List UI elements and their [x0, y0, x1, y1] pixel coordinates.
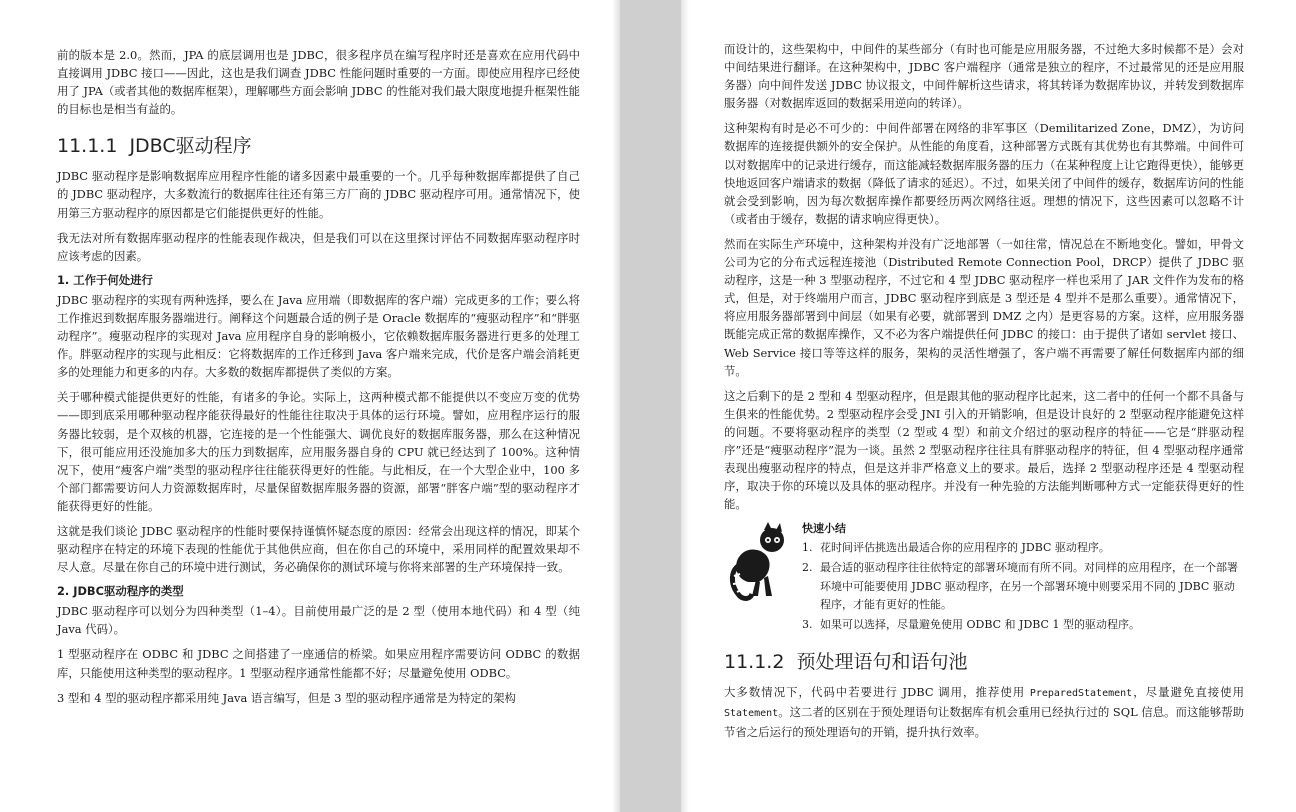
paragraph: 这种架构有时是必不可少的：中间件部署在网络的非军事区（Demilitarized Zone，DMZ），为访问数据库的连接提供额外的安全保护。从性能的角度看，这种部署方式既有其优势也有其弊端。中间件可以对数据库中的记录进行缓存，而这能减轻数据库服务器的压力（在某种程度上让它跑得更快），能够更快地返回客户端请求的数据（降低了请求的延迟）。不过，如果关闭了中间件的缓存，数据库访问的性能就会受到影响，因为每次数据库操作都要经历两次网络往返。理想的情况下，这些因素可以忽略不计（或者由于缓存，数据的请求响应得更快）。 — [724, 121, 1244, 226]
page-gutter-shadow — [681, 0, 689, 812]
code-statement: Statement — [724, 707, 779, 719]
paragraph: 大多数情况下，代码中若要进行 JDBC 调用，推荐使用 PreparedStatement，尽量避免直接使用 Statement。这二者的区别在于预处理语句让数据库有机会重用已经执行过的 SQL 信息。而这能够帮助节省之后运行的预处理语句的开销，提升执行效率。 — [724, 684, 1244, 739]
paragraph: JDBC 驱动程序可以划分为四种类型（1–4）。目前使用最广泛的是 2 型（使用本地代码）和 4 型（纯 Java 代码）。 — [57, 604, 580, 637]
left-page — [0, 0, 620, 812]
paragraph: JDBC 驱动程序的实现有两种选择，要么在 Java 应用端（即数据库的客户端）完成更多的工作；要么将工作推迟到数据库服务器端进行。阐释这个问题最合适的例子是 Oracle 数据库的“瘦驱动程序”和“胖驱动程序”。瘦驱动程序的实现对 Java 应用程序自身的影响极小，它依赖数据库服务器进行更多的处理工作。胖驱动程序的实现与此相反：它将数据库的工作迁移到 Java 客户端来完成，代价是客户端会消耗更多的处理能力和更多的内存。大多数的数据库都提供了类似的方案。 — [57, 292, 580, 380]
paragraph: JDBC 驱动程序是影响数据库应用程序性能的诸多因素中最重要的一个。几乎每种数据库都提供了自己的 JDBC 驱动程序，大多数流行的数据库往往还有第三方厂商的 JDBC 驱动程序可用。通常情况下，使用第三方驱动程序的原因都是它们能提供更好的性能。 — [57, 169, 580, 220]
paragraph: 3 型和 4 型的驱动程序都采用纯 Java 语言编写，但是 3 型的驱动程序通常是为特定的架构 — [57, 690, 516, 705]
summary-title: 快速小结 — [802, 522, 846, 536]
paragraph: 然而在实际生产环境中，这种架构并没有广泛地部署（一如往常，情况总在不断地变化。譬如，甲骨文公司为它的分布式远程连接池（Distributed Remote Connection Pool，DRCP）提供了 JDBC 驱动程序，这是一种 3 型驱动程序，不过它和 4 型 JDBC 驱动程序一样也采用了 JAR 文件作为发布的格式，但是，对于终端用户而言，JDBC 驱动程序到底是 3 型还是 4 型并不是那么重要）。通常情况下，将应用服务器部署到中间层（如果有必要，就部署到 DMZ 之内）是更容易的方案。这样，应用服务器既能完成正常的数据库操作，又不必为客户端提供任何 JDBC 的接口：由于提供了诸如 servlet 接口、Web Service 接口等等这样的服务，架构的灵活性增强了，客户端不再需要了解任何数据库内部的细节。 — [724, 236, 1244, 378]
section-title: JDBC驱动程序 — [129, 135, 252, 158]
section-heading-11-1-1 — [57, 134, 580, 158]
summary-list — [802, 539, 1244, 633]
subheading-driver-types: 2. JDBC驱动程序的类型 — [57, 584, 184, 599]
section-number: 11.1.2 — [724, 650, 785, 673]
section-heading-11-1-2 — [724, 650, 1244, 674]
subheading-where-work-done: 1. 工作于何处进行 — [57, 272, 153, 287]
summary-item: 2. 最合适的驱动程序往往依特定的部署环境而有所不同。对同样的应用程序，在一个部署环境中可能要使用 JDBC 驱动程序，在另一个部署环境中则要采用不同的 JDBC 驱动程序，才能有更好的性能。 — [802, 561, 1238, 611]
summary-item: 3. 如果可以选择，尽量避免使用 ODBC 和 JDBC 1 型的驱动程序。 — [802, 617, 1140, 631]
lemur-icon — [728, 520, 792, 602]
paragraph: 而设计的，这些架构中，中间件的某些部分（有时也可能是应用服务器，不过绝大多时候都不是）会对中间结果进行翻译。在这种架构中，JDBC 客户端程序（通常是独立的程序，不过最常见的还是应用服务器）向中间件发送 JDBC 协议报文，中间件解析这些请求，将其转译为数据库协议，并转发到数据库服务器（对数据库返回的数据采用逆向的转译）。 — [724, 42, 1244, 111]
paragraph: 我无法对所有数据库驱动程序的性能表现作裁决，但是我们可以在这里探讨评估不同数据库驱动程序时应该考虑的因素。 — [57, 230, 580, 263]
paragraph: 这之后剩下的是 2 型和 4 型驱动程序，但是跟其他的驱动程序比起来，这二者中的任何一个都不具备与生俱来的性能优势。2 型驱动程序会受 JNI 引入的开销影响，但是设计良好的 2 型驱动程序能避免这样的问题。不要将驱动程序的类型（2 型或 4 型）和前文介绍过的驱动程序的特征——它是“胖驱动程序”还是“瘦驱动程序”混为一谈。虽然 2 型驱动程序往往具有胖驱动程序的特征，但 4 型驱动程序通常表现出瘦驱动程序的特点，但是这并非严格意义上的要求。最后，选择 2 型驱动程序还是 4 型驱动程序，取决于你的环境以及具体的驱动程序。并没有一种先验的方法能判断哪种方式一定能获得更好的性能。 — [724, 388, 1244, 512]
paragraph: 这就是我们谈论 JDBC 驱动程序的性能时要保持谨慎怀疑态度的原因：经常会出现这样的情况，即某个驱动程序在特定的环境下表现的性能优于其他供应商，但在你自己的环境中，采用同样的配置效果却不尽人意。尽量在你自己的环境中进行测试，务必确保你的测试环境与你将来部署的生产环境保持一致。 — [57, 523, 580, 575]
page-gutter-shadow — [612, 0, 620, 812]
paragraph: 关于哪种模式能提供更好的性能，有诸多的争论。实际上，这两种模式都不能提供以不变应万变的优势——即到底采用哪种驱动程序能获得最好的性能往往取决于具体的运行环境。譬如，应用程序运行的服务器比较弱，是个双核的机器，它连接的是一个性能强大、调优良好的数据库服务器，那么在这种情况下，很可能应用还没施加多大的压力到数据库，应用服务器自身的 CPU 就已经达到了 100%。这种情况下，使用“瘦客户端”类型的驱动程序往往能获得更好的性能。与此相反，在一个大型企业中，100 多个部门都需要访问人力资源数据库时，尽量保留数据库服务器的资源，部署“胖客户端”型的驱动程序才能获得更好的性能。 — [57, 390, 580, 513]
section-title: 预处理语句和语句池 — [796, 650, 968, 673]
paragraph: 1 型驱动程序在 ODBC 和 JDBC 之间搭建了一座通信的桥梁。如果应用程序需要访问 ODBC 的数据库，只能使用这种类型的驱动程序。1 型驱动程序通常性能都不好；尽量避免使用 ODBC。 — [57, 647, 580, 680]
paragraph: 前的版本是 2.0。然而，JPA 的底层调用也是 JDBC，很多程序员在编写程序时还是喜欢在应用代码中直接调用 JDBC 接口——因此，这也是我们调查 JDBC 性能问题时重要的一方面。即使应用程序已经使用了 JPA（或者其他的数据库框架），理解哪些方面会影响 JDBC 的性能对我们最大限度地提升框架性能的目标也是相当有益的。 — [57, 48, 580, 117]
code-prepared-statement: PreparedStatement — [1029, 687, 1133, 699]
summary-item: 1. 花时间评估挑选出最适合你的应用程序的 JDBC 驱动程序。 — [802, 541, 1110, 555]
right-page — [681, 0, 1296, 812]
quick-summary-box — [724, 520, 1244, 633]
section-number: 11.1.1 — [57, 135, 118, 158]
